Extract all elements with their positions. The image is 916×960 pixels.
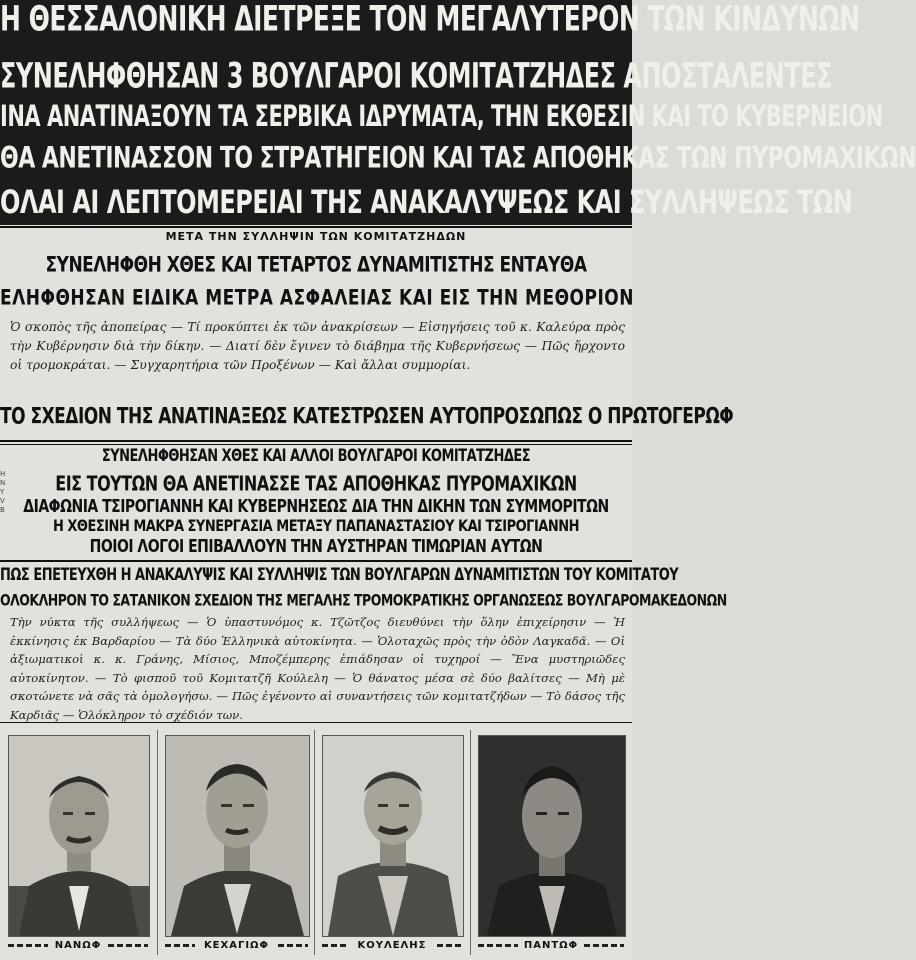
portrait-figure-icon [9,736,149,936]
subhead-c3: ΔΙΑΦΩΝΙΑ ΤΣΙΡΟΓΙΑΝΝΗ ΚΑΙ ΚΥΒΕΡΝΗΣΕΩΣ ΔΙΑ ΤΗΝ ΔΙΚΗΝ ΤΩΝ ΣΥΜΜΟΡΙΤΩΝ [23,497,609,517]
photo-caption-4: ΠΑΝΤΩΦ [523,940,579,951]
portrait-figure-icon [166,736,309,936]
divider [0,440,632,442]
column-margin-marks: H N Y V B [0,470,6,514]
portrait-photo-2 [165,735,310,937]
kicker: ΜΕΤΑ ΤΗΝ ΣΥΛΛΗΨΙΝ ΤΩΝ ΚΟΜΙΤΑΤΖΗΔΩΝ [165,230,467,243]
summary-d: Τὴν νύκτα τῆς συλλήψεως — Ὁ ὑπαστυνόμος κ. Τζῶτζος διευθύνει τὴν ὅλην ἐπιχείρησιν — Ἡ ἐκκίνησις ἐκ Βαρδαρίου — Τὰ δύο Ἑλληνικὰ αὐτοκίνητα. — Ὁλοταχῶς πρὸς τὴν ὁδὸν Λαγκαδᾶ. — Οἱ ἀξιωματικοὶ κ. κ. Γράνης, Μίσιος, Μποζέμπερης ἐπιάδησαν οἱ τυχηροί — Ἕνα μυστηριῶδες αὐτοκίνητον. — Τὸ φισποῦ τοῦ Κομιτατζῆ Κούλελη — Ὁ θάνατος μέσα σὲ δύο βαλίτσες — Μὴ μὲ σκοτώνετε νὰ σᾶς τὰ ὁμολογήσω. — Πῶς ἐγένοντο αἱ συναντήσεις τῶν κομιτατζήδων — Τὸ δάσος τῆς Καρδιᾶς — Ὁλόκληρον τὸ σχέδιόν των. [10,615,625,722]
subhead-c1: ΣΥΝΕΛΗΦΘΗΣΑΝ ΧΘΕΣ ΚΑΙ ΑΛΛΟΙ ΒΟΥΛΓΑΡΟΙ ΚΟΜΙΤΑΤΖΗΔΕΣ [101,446,531,467]
portrait-figure-icon [323,736,463,936]
portrait-figure-icon [479,736,625,936]
divider [0,722,632,723]
photo-caption-1: ΝΑΝΩΦ [54,940,102,951]
subhead-b1: ΣΥΝΕΛΗΦΘΗ ΧΘΕΣ ΚΑΙ ΤΕΤΑΡΤΟΣ ΔΥΝΑΜΙΤΙΣΤΗΣ ΕΝΤΑΥΘΑ [45,252,587,278]
subhead-c5: ΠΟΙΟΙ ΛΟΓΟΙ ΕΠΙΒΑΛΛΟΥΝ ΤΗΝ ΑΥΣΤΗΡΑΝ ΤΙΜΩΡΙΑΝ ΑΥΤΩΝ [89,537,543,557]
subhead-b3: ΤΟ ΣΧΕΔΙΟΝ ΤΗΣ ΑΝΑΤΙΝΑΞΕΩΣ ΚΑΤΕΣΤΡΩΣΕΝ ΑΥΤΟΠΡΟΣΩΠΩΣ Ο ΠΡΩΤΟΓΕΡΩΦ [0,404,734,430]
headline-3: ΙΝΑ ΑΝΑΤΙΝΑΞΟΥΝ ΤΑ ΣΕΡΒΙΚΑ ΙΔΡΥΜΑΤΑ, ΤΗΝ ΕΚΘΕΣΙΝ ΚΑΙ ΤΟ ΚΥΒΕΡΝΕΙΟΝ [0,99,883,133]
portrait-photo-4 [478,735,626,937]
column-rule [314,730,315,955]
portrait-photo-3 [322,735,464,937]
column-rule [157,730,158,955]
photo-caption-2: ΚΕΧΑΓΙΩΦ [203,940,270,951]
headline-2: ΣΥΝΕΛΗΦΘΗΣΑΝ 3 ΒΟΥΛΓΑΡΟΙ ΚΟΜΙΤΑΤΖΗΔΕΣ ΑΠΟΣΤΑΛΕΝΤΕΣ [0,55,833,97]
subhead-c4: Η ΧΘΕΣΙΝΗ ΜΑΚΡΑ ΣΥΝΕΡΓΑΣΙΑ ΜΕΤΑΞΥ ΠΑΠΑΝΑΣΤΑΣΙΟΥ ΚΑΙ ΤΣΙΡΟΓΙΑΝΝΗ [52,517,579,536]
subhead-d2: ΟΛΟΚΛΗΡΟΝ ΤΟ ΣΑΤΑΝΙΚΟΝ ΣΧΕΔΙΟΝ ΤΗΣ ΜΕΓΑΛΗΣ ΤΡΟΜΟΚΡΑΤΙΚΗΣ ΟΡΓΑΝΩΣΕΩΣ ΒΟΥΛΓΑΡΟΜΑΚΕΔΟΝΩΝ [0,589,727,610]
summary-b: Ὁ σκοπὸς τῆς ἀποπείρας — Τί προκύπτει ἐκ τῶν ἀνακρίσεων — Εἰσηγήσεις τοῦ κ. Καλεύρα πρὸς τὴν Κυβέρνησιν διὰ τὴν δίκην. — Διατί δὲν ἔγινεν τὸ διάβημα τῆς Κυβερνήσεως — Πῶς ἤρχοντο οἱ τρομοκράται. — Συγχαρητήρια τῶν Προξένων — Καὶ ἄλλαι συμμορίαι. [10,320,625,372]
divider [0,226,632,228]
divider [0,560,632,562]
headline-1: Η ΘΕΣΣΑΛΟΝΙΚΗ ΔΙΕΤΡΕΞΕ ΤΟΝ ΜΕΓΑΛΥΤΕΡΟΝ ΤΩΝ ΚΙΝΔΥΝΩΝ [0,0,860,39]
subhead-c2: ΕΙΣ ΤΟΥΤΩΝ ΘΑ ΑΝΕΤΙΝΑΣΣΕ ΤΑΣ ΑΠΟΘΗΚΑΣ ΠΥΡΟΜΑΧΙΚΩΝ [55,471,577,496]
subhead-b2: ΕΛΗΦΘΗΣΑΝ ΕΙΔΙΚΑ ΜΕΤΡΑ ΑΣΦΑΛΕΙΑΣ ΚΑΙ ΕΙΣ ΤΗΝ ΜΕΘΟΡΙΟΝ [0,285,634,311]
divider [0,444,632,445]
photo-caption-3: ΚΟΥΛΕΛΗΣ [357,940,427,951]
column-rule [470,730,471,955]
headline-4: ΘΑ ΑΝΕΤΙΝΑΣΣΟΝ ΤΟ ΣΤΡΑΤΗΓΕΙΟΝ ΚΑΙ ΤΑΣ ΑΠΟΘΗΚΑΣ ΤΩΝ ΠΥΡΟΜΑΧΙΚΩΝ [0,141,916,176]
subhead-d1: ΠΩΣ ΕΠΕΤΕΥΧΘΗ Η ΑΝΑΚΑΛΥΨΙΣ ΚΑΙ ΣΥΛΛΗΨΙΣ ΤΩΝ ΒΟΥΛΓΑΡΩΝ ΔΥΝΑΜΙΤΙΣΤΩΝ ΤΟΥ ΚΟΜΙΤΑΤΟΥ [0,565,679,586]
portrait-photo-1 [8,735,150,937]
headline-5: ΟΛΑΙ ΑΙ ΛΕΠΤΟΜΕΡΕΙΑΙ ΤΗΣ ΑΝΑΚΑΛΥΨΕΩΣ ΚΑΙ ΣΥΛΛΗΨΕΩΣ ΤΩΝ [0,183,853,221]
